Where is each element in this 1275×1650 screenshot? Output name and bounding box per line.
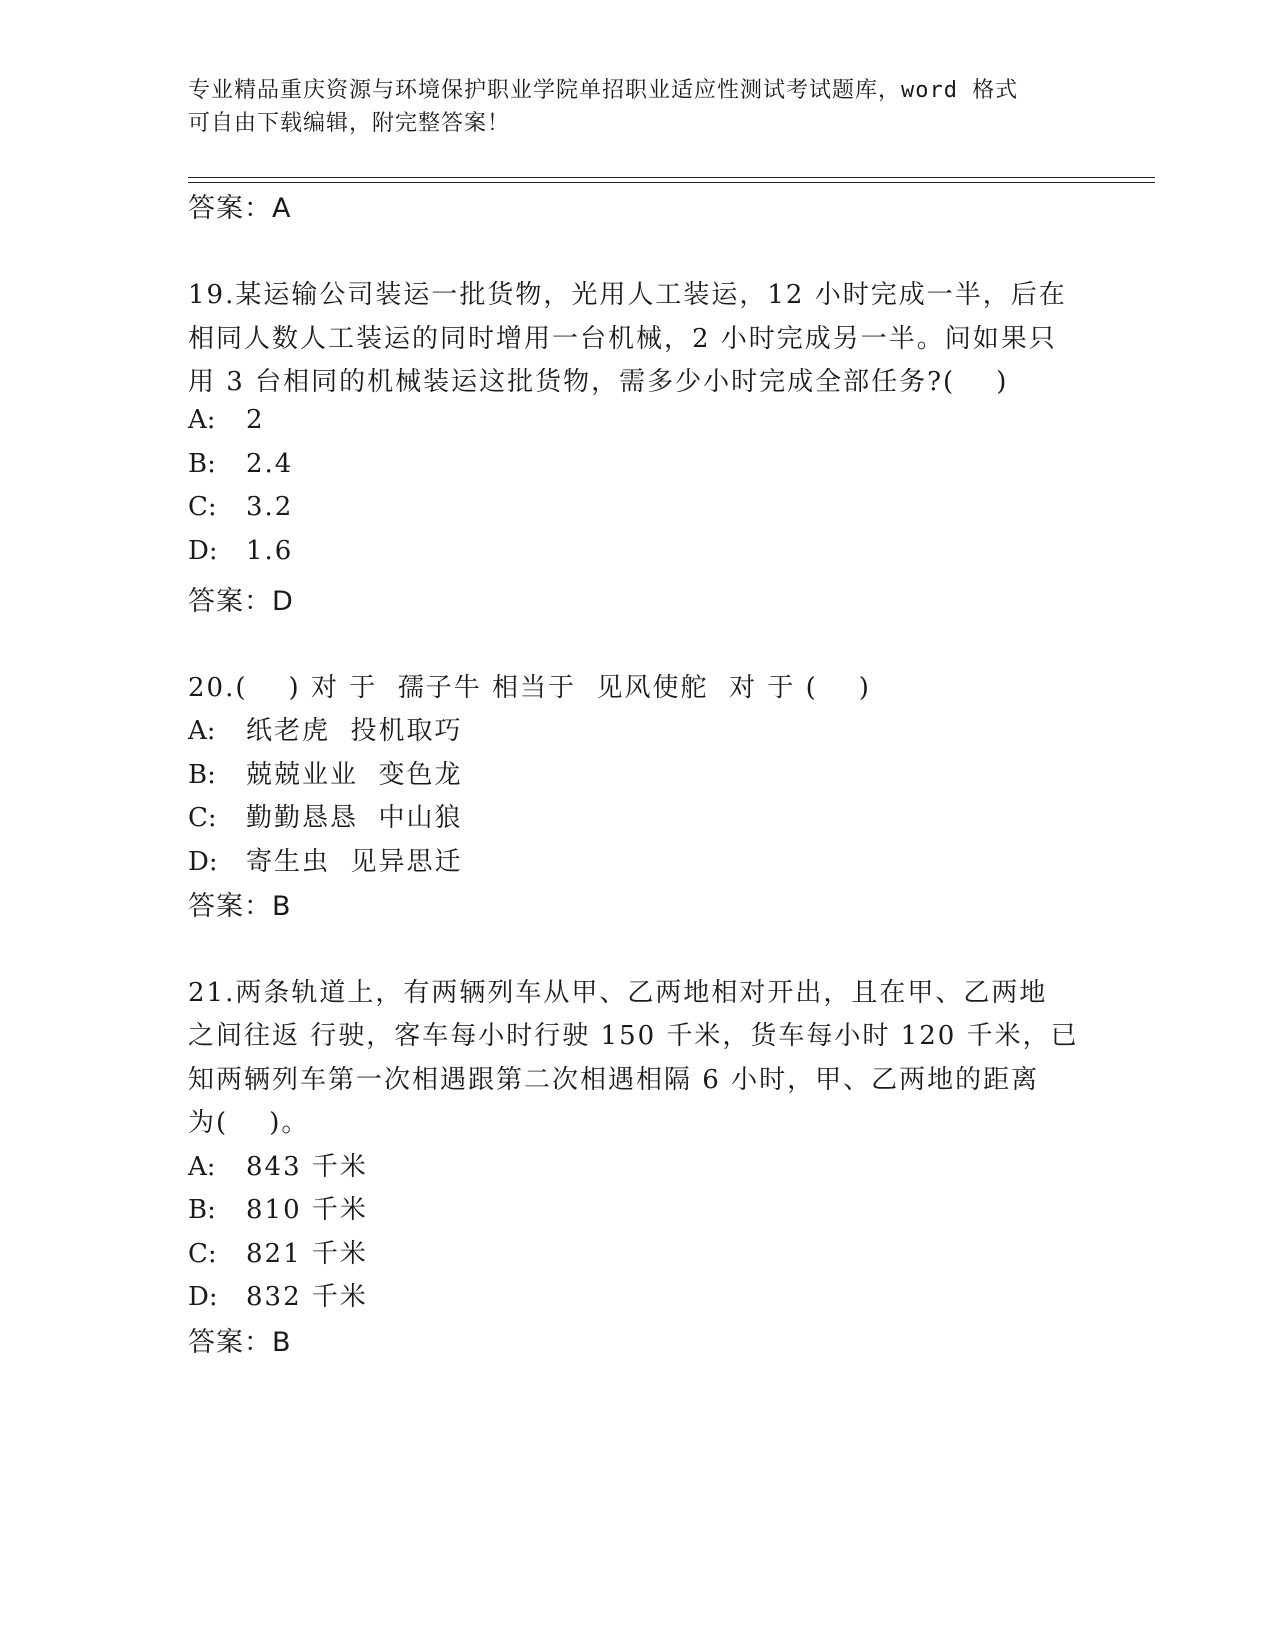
- option-label: A:: [188, 1152, 216, 1182]
- header-line-1: 专业精品重庆资源与环境保护职业学院单招职业适应性测试考试题库，word 格式: [188, 78, 1019, 103]
- option-label: B:: [188, 760, 216, 790]
- header-line-2: 可自由下载编辑，附完整答案！: [188, 111, 511, 136]
- option-text: 3.2: [246, 492, 294, 522]
- answer-q21: 答案：B: [188, 1327, 292, 1358]
- q20-stem-line-1: 20.( ) 对 于 孺子牛 相当于 见风使舵 对 于 ( ): [188, 673, 871, 703]
- q20-option-b: [188, 754, 463, 791]
- document-header: [188, 74, 1088, 140]
- q21-option-a: [188, 1146, 368, 1183]
- answer-q19: 答案：D: [188, 586, 294, 617]
- q19-option-d: [188, 536, 293, 566]
- answer-q18: 答案：A: [188, 193, 292, 224]
- q21-stem-line-2: 之间往返 行驶，客车每小时行驶 150 千米，货车每小时 120 千米，已: [188, 1021, 1079, 1051]
- answer-q20: 答案：B: [188, 891, 292, 922]
- q19-option-a: [188, 405, 265, 435]
- q21-stem-line-1: 21.两条轨道上，有两辆列车从甲、乙两地相对开出，且在甲、乙两地: [188, 978, 1048, 1008]
- option-label: D:: [188, 1282, 218, 1312]
- q20-option-a: [188, 710, 463, 747]
- option-label: D:: [188, 847, 218, 877]
- q20-option-c: [188, 797, 463, 834]
- option-label: B:: [188, 449, 216, 479]
- option-label: B:: [188, 1195, 216, 1225]
- option-label: A:: [188, 716, 216, 746]
- option-text: 纸老虎 投机取巧: [246, 716, 463, 746]
- option-label: C:: [188, 492, 217, 522]
- option-text: 810 千米: [246, 1195, 368, 1225]
- q19-stem-line-2: 相同人数人工装运的同时增用一台机械，2 小时完成另一半。问如果只: [188, 324, 1057, 354]
- q19-option-c: [188, 492, 293, 522]
- q21-option-b: [188, 1189, 368, 1226]
- option-text: 843 千米: [246, 1152, 368, 1182]
- q21-stem-line-4: 为( )。: [188, 1108, 310, 1138]
- option-label: A:: [188, 405, 216, 435]
- header-divider-bottom: [188, 182, 1155, 183]
- header-divider-top: [188, 177, 1155, 178]
- q19-option-b: [188, 449, 293, 479]
- q20-option-d: [188, 841, 463, 878]
- option-text: 勤勤恳恳 中山狼: [246, 803, 463, 833]
- option-text: 832 千米: [246, 1282, 368, 1312]
- q19-stem-line-1: 19.某运输公司装运一批货物，光用人工装运，12 小时完成一半，后在: [188, 280, 1067, 310]
- q21-option-c: [188, 1233, 368, 1270]
- option-text: 寄生虫 见异思迁: [246, 847, 463, 877]
- option-text: 2.4: [246, 449, 294, 479]
- option-label: C:: [188, 803, 217, 833]
- option-text: 821 千米: [246, 1239, 368, 1269]
- q21-stem-line-3: 知两辆列车第一次相遇跟第二次相遇相隔 6 小时，甲、乙两地的距离: [188, 1065, 1040, 1095]
- option-text: 2: [246, 405, 265, 435]
- option-label: D:: [188, 536, 218, 566]
- q21-option-d: [188, 1276, 368, 1313]
- option-label: C:: [188, 1239, 217, 1269]
- q19-stem-line-3: 用 3 台相同的机械装运这批货物，需多少小时完成全部任务?( ): [188, 367, 1009, 397]
- option-text: 兢兢业业 变色龙: [246, 760, 463, 790]
- option-text: 1.6: [246, 536, 294, 566]
